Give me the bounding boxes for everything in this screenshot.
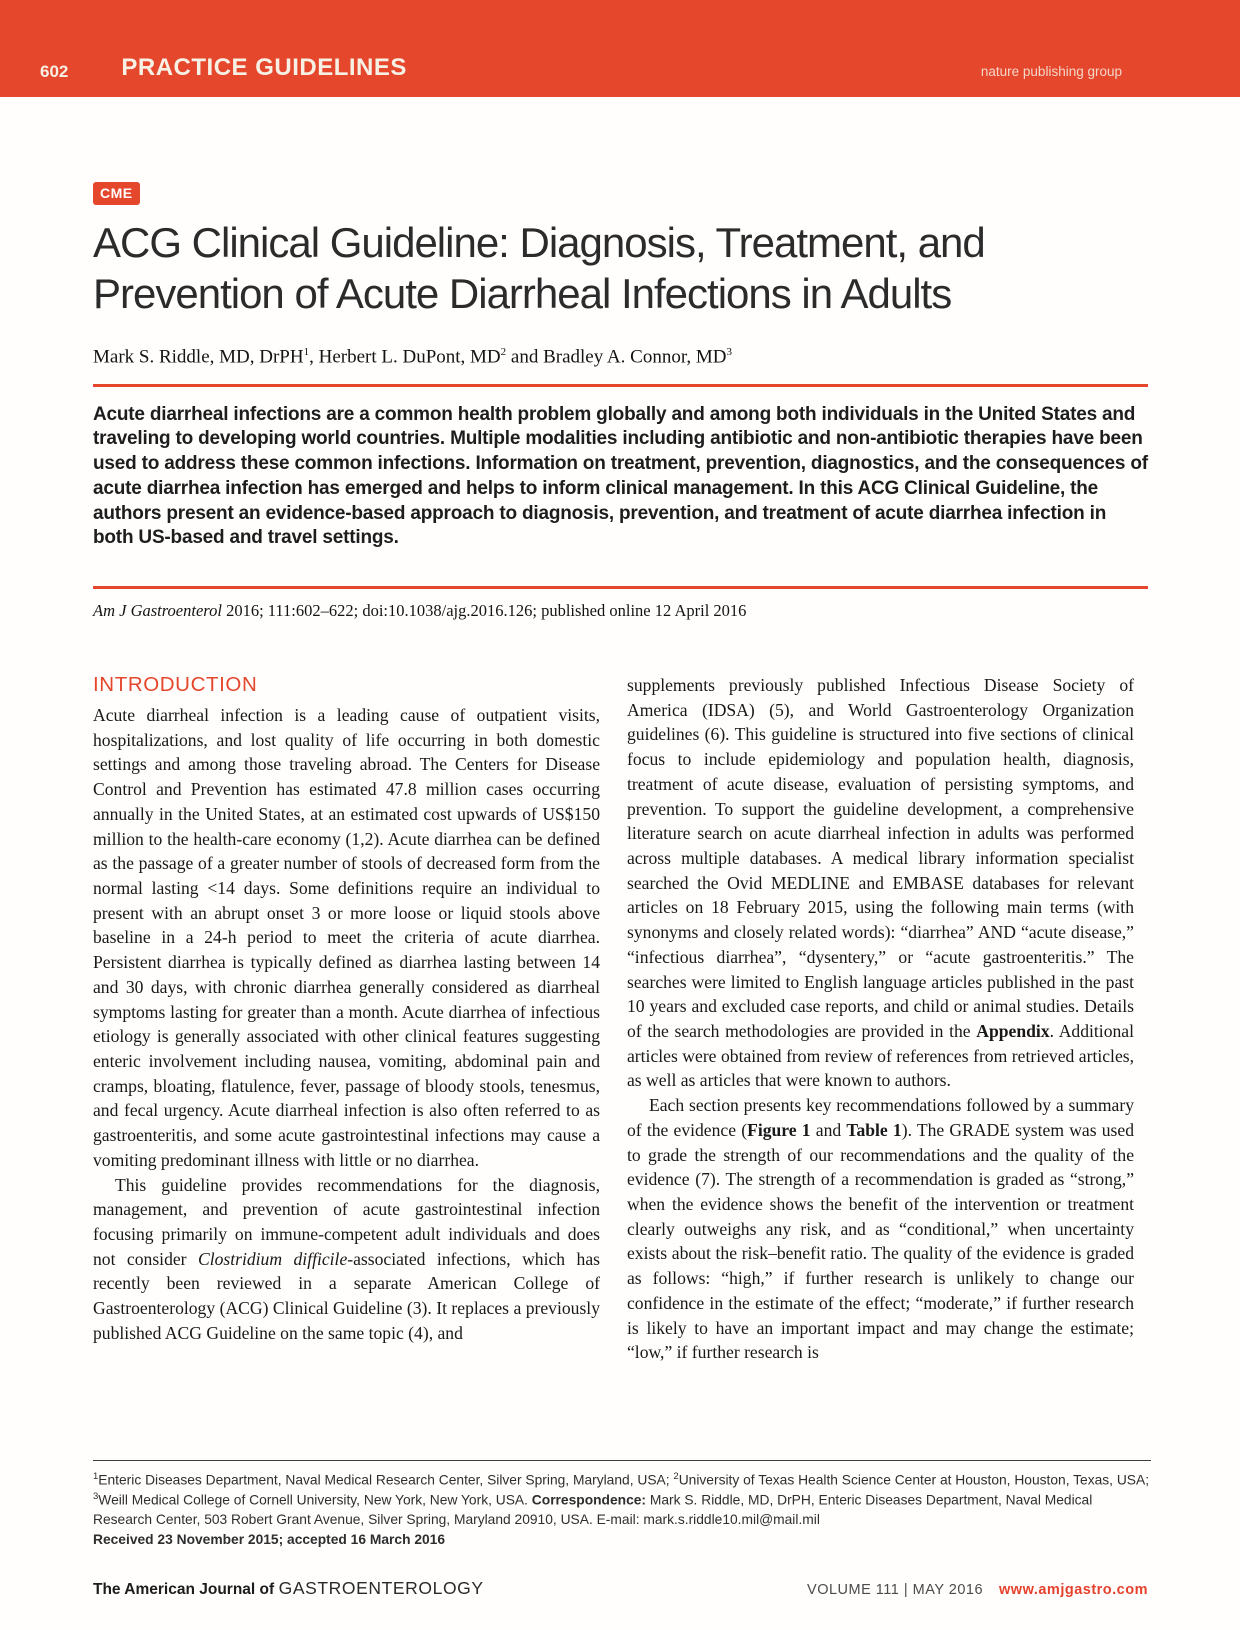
paragraph-text: . Additional articles were obtained from review of references from retrieved articles, as well as articles that were known to authors. xyxy=(627,1020,1134,1091)
journal-url-link[interactable]: www.amjgastro.com xyxy=(999,1582,1148,1598)
appendix-reference-bold: Appendix xyxy=(976,1020,1050,1041)
page-number: 602 xyxy=(40,62,69,81)
affiliations-footnote xyxy=(93,1470,1151,1530)
affiliation-1-sup: 1 xyxy=(93,1471,99,1482)
affiliation-3-sup: 3 xyxy=(93,1491,99,1503)
page-header-banner xyxy=(0,0,1240,97)
author-3: and Bradley A. Connor, MD xyxy=(506,346,727,368)
affiliation-2-sup: 2 xyxy=(673,1471,679,1482)
volume-info-group xyxy=(807,1582,1148,1598)
red-divider-top xyxy=(93,384,1148,387)
right-column xyxy=(627,673,1134,1365)
correspondence-text: Mark S. Riddle, MD, DrPH, Enteric Diseases Department, Naval Medical Research Center, 503 Robert Grant Avenue, Silver Spring, Maryland 20910, USA. E-mail: mark.s.riddle10.mil@mail.mil xyxy=(93,1492,1093,1528)
article-content xyxy=(93,97,1148,1365)
paragraph xyxy=(627,1093,1134,1365)
red-divider-bottom xyxy=(93,586,1148,589)
paragraph-text: This guideline provides recommendations for the diagnosis, management, and prevention of acute gastrointestinal infection focusing primarily on immune-competent adult individuals and does not consider xyxy=(93,1174,600,1269)
paragraph-text: and xyxy=(810,1119,847,1140)
paragraph: Acute diarrheal infection is a leading cause of outpatient visits, hospitalizations, and lost quality of life occurring in both domestic settings and among those traveling abroad. The Centers for Disease Control and Prevention has estimated 47.8 million cases occurring annually in the United States, at an estimated cost upwards of US$150 million to the health-care economy (1,2). Acute diarrhea can be defined as the passage of a greater number of stools of decreased form from the normal lasting <14 days. Some definitions require an individual to present with an abrupt onset 3 or more loose or liquid stools above baseline in a 24-h period to meet the criteria of acute diarrhea. Persistent diarrhea is typically defined as diarrhea lasting between 14 and 30 days, with chronic diarrhea generally considered as diarrheal symptoms lasting for greater than a month. Acute diarrhea of infectious etiology is generally associated with other clinical features suggesting enteric involvement including nausea, vomiting, abdominal pain and cramps, bloating, flatulence, fever, passage of bloody stools, tenesmus, and fecal urgency. Acute diarrheal infection is also often referred to as gastroenteritis, and some acute gastrointestinal infections may cause a vomiting predominant illness with little or no diarrhea. xyxy=(93,704,600,1170)
paragraph-text: supplements previously published Infectious Disease Society of America (IDSA) (5), and World Gastroenterology Organization guidelines (6). This guideline is structured into five sections of clinical focus to include epidemiology and population health, diagnosis, treatment of acute disease, evaluation of persisting symptoms, and prevention. To support the guideline development, a comprehensive literature search on acute diarrheal infection in adults was performed across multiple databases. A medical library information specialist searched the Ovid MEDLINE and EMBASE databases for relevant articles on 18 February 2015, using the following main terms (with synonyms and closely related words): “diarrhea” AND “acute disease,” “infectious diarrhea”, “dysentery,” or “acute gastroenteritis.” The searches were limited to English language articles published in the past 10 years and excluded case reports, and child or animal studies. Details of the search methodologies are provided in the xyxy=(627,674,1134,1041)
abstract-text: Acute diarrheal infections are a common health problem globally and among both individuals in the United States and traveling to developing world countries. Multiple modalities including antibiotic and non-antibiotic therapies have been used to address these common infections. Information on treatment, prevention, diagnostics, and the consequences of acute diarrhea infection has emerged and helps to inform clinical management. In this ACG Clinical Guideline, the authors present an evidence-based approach to diagnosis, prevention, and treatment of acute diarrhea infection in both US-based and travel settings. xyxy=(93,403,1148,549)
paragraph-text: Each section presents key recommendations followed by a summary of the evidence ( xyxy=(627,1095,1134,1140)
section-title: PRACTICE GUIDELINES xyxy=(121,54,407,81)
affiliation-1-text: Enteric Diseases Department, Naval Medical Research Center, Silver Spring, Maryland, USA; xyxy=(98,1472,674,1488)
paragraph-text: ). The GRADE system was used to grade the strength of our recommendations and the quality of the evidence (7). The strength of a recommendation is graded as “strong,” when the evidence shows the benefit of the intervention or treatment clearly outweighs any risk, and as “conditional,” when uncertainty exists about the risk–benefit ratio. The quality of the evidence is graded as follows: “high,” if further research is unlikely to change our confidence in the estimate of the effect; “moderate,” if further research is likely to have an important impact and may change the estimate; “low,” if further research is xyxy=(627,1119,1135,1363)
author-2-affiliation-sup: 2 xyxy=(500,346,507,359)
publisher-name: nature publishing group xyxy=(980,64,1122,80)
author-3-affiliation-sup: 3 xyxy=(726,346,733,359)
citation-journal-name: Am J Gastroenterol xyxy=(93,600,222,620)
introduction-heading: INTRODUCTION xyxy=(93,672,258,696)
author-1: Mark S. Riddle, MD, DrPH xyxy=(93,346,304,368)
footnotes-block xyxy=(93,1460,1151,1550)
affiliation-3-text: Weill Medical College of Cornell University, New York, New York, USA. xyxy=(98,1492,532,1508)
two-column-body xyxy=(93,673,1148,1365)
table-reference-bold: Table 1 xyxy=(846,1119,902,1140)
authors-line xyxy=(93,346,1148,368)
cme-badge: CME xyxy=(93,182,140,205)
paragraph xyxy=(627,673,1134,1093)
article-title-line2: Prevention of Acute Diarrheal Infections in Adults xyxy=(93,270,952,318)
journal-name-caps: GASTROENTEROLOGY xyxy=(278,1578,484,1598)
citation-line xyxy=(93,601,1148,621)
species-name-italic: Clostridium difficile xyxy=(197,1248,348,1269)
received-accepted-line: Received 23 November 2015; accepted 16 March 2016 xyxy=(93,1531,446,1547)
author-2: , Herbert L. DuPont, MD xyxy=(309,346,501,368)
figure-reference-bold: Figure 1 xyxy=(747,1119,811,1140)
affiliation-2-text: University of Texas Health Science Center at Houston, Houston, Texas, USA; xyxy=(678,1472,1150,1488)
citation-details: 2016; 111:602–622; doi:10.1038/ajg.2016.126; published online 12 April 2016 xyxy=(221,600,747,620)
article-title xyxy=(93,217,1148,319)
left-column xyxy=(93,673,600,1365)
volume-issue-date: VOLUME 111 | MAY 2016 xyxy=(807,1582,984,1598)
journal-wordmark xyxy=(93,1578,484,1599)
paragraph-text: -associated infections, which has recently been reviewed in a separate American College of Gastroenterology (ACG) Clinical Guideline (3). It replaces a previously published ACG Guideline on the same topic (4), and xyxy=(93,1248,600,1343)
journal-name-prefix: The American Journal of xyxy=(93,1581,275,1598)
paragraph xyxy=(93,1173,600,1346)
article-title-line1: ACG Clinical Guideline: Diagnosis, Treatment, and xyxy=(93,219,985,266)
author-1-affiliation-sup: 1 xyxy=(303,346,310,359)
page-footer xyxy=(93,1578,1148,1599)
correspondence-label: Correspondence: xyxy=(531,1492,647,1508)
